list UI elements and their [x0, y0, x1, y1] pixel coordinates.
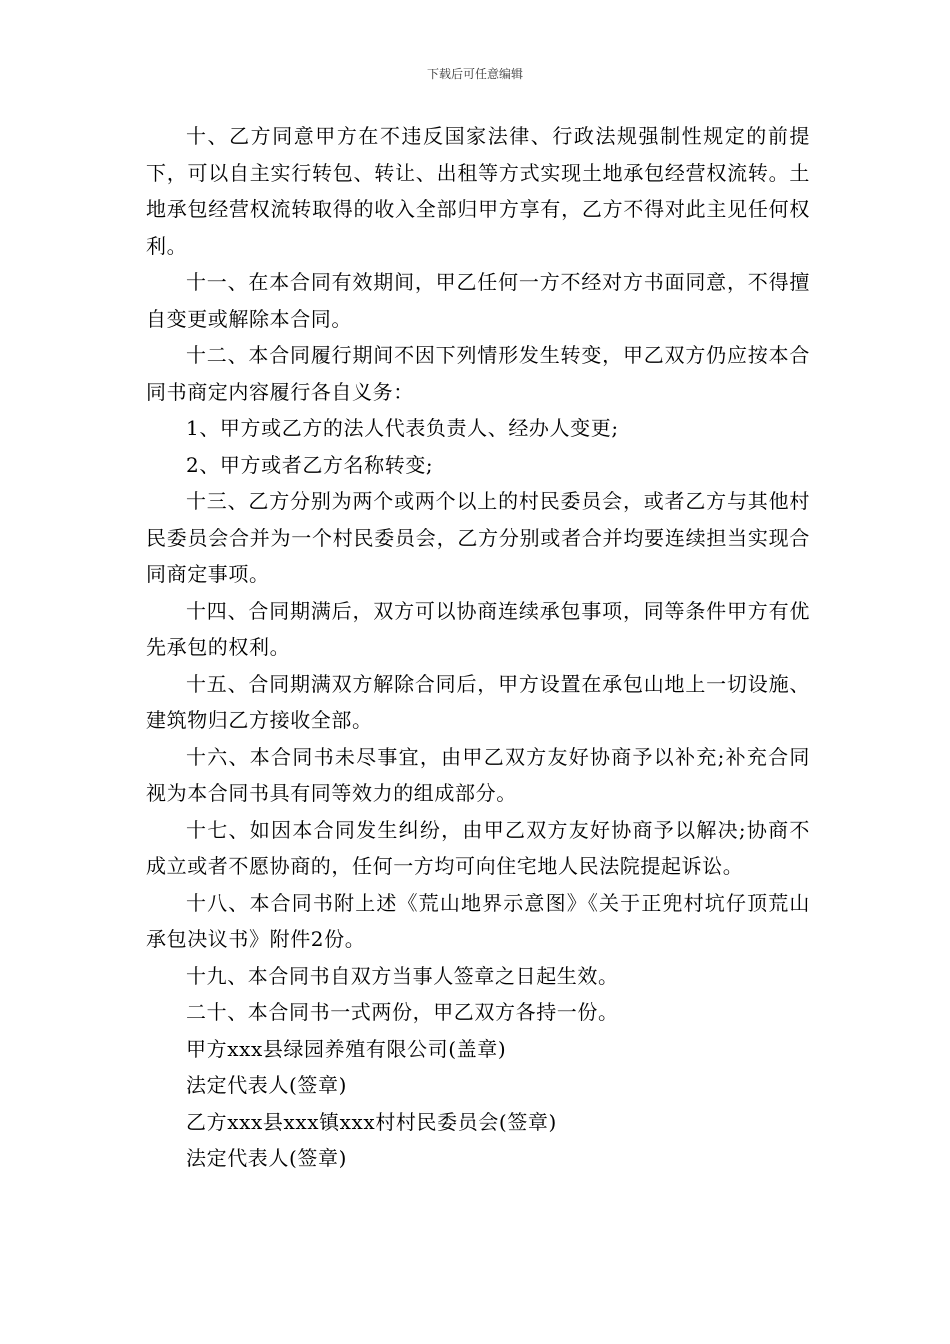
- party-b-signature-line: 乙方xxx县xxx镇xxx村村民委员会(签章): [186, 1109, 557, 1134]
- party-a-representative-line: 法定代表人(签章): [186, 1073, 348, 1097]
- clause-19: 十九、本合同书自双方当事人签章之日起生效。: [186, 963, 619, 988]
- clause-12-item-2: 2、甲方或者乙方名称转变;: [186, 452, 434, 477]
- party-a-signature-line: 甲方xxx县绿园养殖有限公司(盖章): [186, 1036, 507, 1061]
- clause-20: 二十、本合同书一式两份，甲乙双方各持一份。: [186, 1000, 619, 1024]
- clause-18: 十八、本合同书附上述《荒山地界示意图》《关于正兜村坑仔顶荒山承包决议书》附件2份。: [146, 890, 810, 951]
- party-b-representative-line: 法定代表人(签章): [186, 1146, 348, 1170]
- clause-14: 十四、合同期满后，双方可以协商连续承包事项，同等条件甲方有优先承包的权利。: [146, 598, 810, 659]
- clause-12-item-1: 1、甲方或乙方的法人代表负责人、经办人变更;: [186, 416, 619, 440]
- clause-16: 十六、本合同书未尽事宜，由甲乙双方友好协商予以补充;补充合同视为本合同书具有同等效力的组成部分。: [146, 744, 810, 805]
- clause-10: 十、乙方同意甲方在不违反国家法律、行政法规强制性规定的前提下，可以自主实行转包、转让、出租等方式实现土地承包经营权流转。土地承包经营权流转取得的收入全部归甲方享有，乙方不得对此主见任何权利。: [146, 124, 810, 258]
- clause-17: 十七、如因本合同发生纠纷，由甲乙双方友好协商予以解决;协商不成立或者不愿协商的，任何一方均可向住宅地人民法院提起诉讼。: [146, 817, 810, 878]
- page-header: 下载后可任意编辑: [426, 67, 523, 81]
- clause-15: 十五、合同期满双方解除合同后，甲方设置在承包山地上一切设施、建筑物归乙方接收全部。: [146, 671, 810, 732]
- clause-11: 十一、在本合同有效期间，甲乙任何一方不经对方书面同意，不得擅自变更或解除本合同。: [146, 270, 810, 331]
- clause-13: 十三、乙方分别为两个或两个以上的村民委员会，或者乙方与其他村民委员会合并为一个村民委员会，乙方分别或者合并均要连续担当实现合同商定事项。: [146, 489, 810, 586]
- document-body: [146, 118, 810, 1177]
- clause-12: 十二、本合同履行期间不因下列情形发生转变，甲乙双方仍应按本合同书商定内容履行各自义务：: [146, 343, 810, 404]
